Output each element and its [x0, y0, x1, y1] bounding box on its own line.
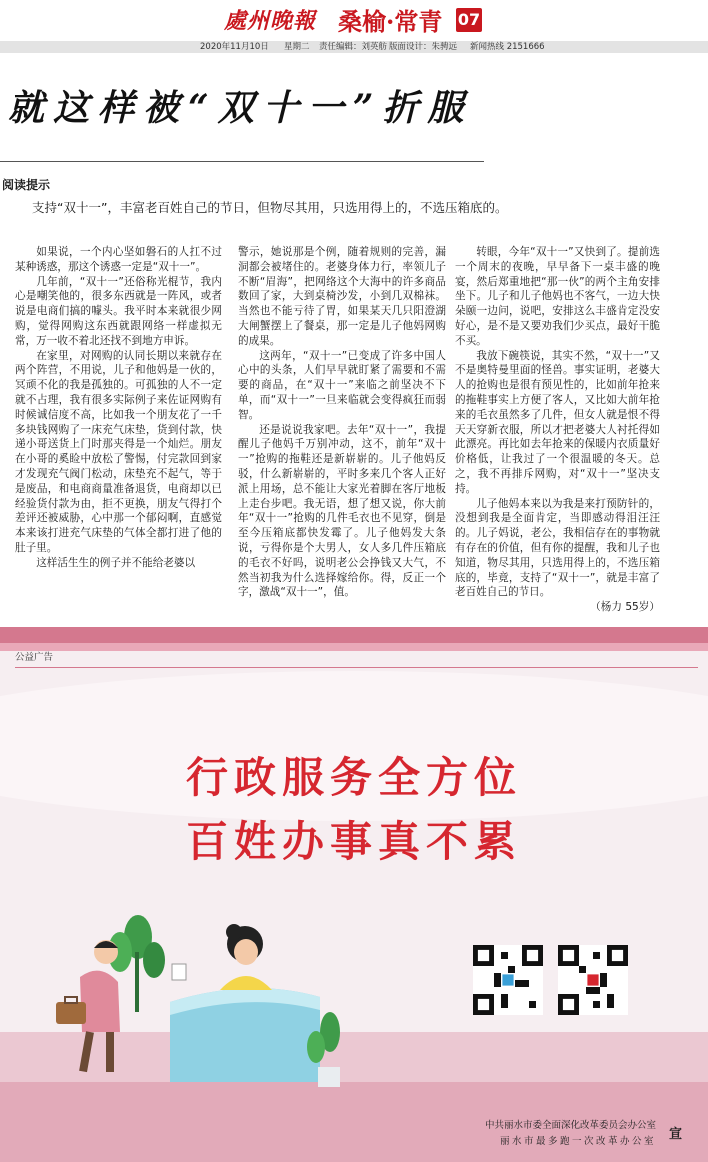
article-headline: 就这样被“双十一”折服 [8, 87, 473, 129]
customer-figure [56, 940, 120, 1072]
paragraph: 几年前，“双十一”还俗称光棍节，我内心是嘲笑他的，很多东西就是一阵风，或者说是电商们搞的噱头。我平时本来就很少网购，觉得网购这东西就跟网络一样虚拟无常，万一收不着北还找不到地方申诉。 [15, 275, 222, 347]
paragraph: 我放下碗筷说，其实不然，“双十一”又不是奥特曼里面的怪兽。事实证明，老婆大人的抢购也是很有预见性的，比如前年抢来的拖鞋事实上方便了客人，又比如大前年抢来的毛衣虽然多了几件，但女人就是恨不得天天穿新衣服，所以才把老婆大人衬托得如此漂亮。再比如去年抢来的保暖内衣质量好价格低，让我过了一个很温暖的冬天。总之，我不再排斥网购，对“双十一”坚决支持。 [455, 349, 660, 495]
public-service-ad [0, 627, 708, 1162]
author-byline: （杨力 55岁） [590, 601, 660, 614]
paper-name: 處州晚報 [224, 8, 317, 34]
ad-slogan-line-2: 百姓办事真不累 [185, 817, 522, 866]
article-column-1 [15, 245, 222, 571]
ad-top-band [0, 627, 708, 643]
paragraph: 警示，她说那是个例，随着规则的完善，漏洞都会被堵住的。老婆身体力行，率领儿子不断“眉海”，把网络这个大海中的许多商品数回了家，大到桌椅沙发，小到几双棉袜。当然也不能亏待了胃，如果某天几只阳澄湖大闸蟹摆上了餐桌，那一定是儿子他妈网购的成果。 [238, 246, 446, 347]
ad-stripe [0, 643, 708, 651]
paragraph: 这样活生生的例子并不能给老婆以 [36, 556, 196, 569]
qr-code-icon [558, 945, 628, 1015]
page-number-badge: 07 [456, 8, 482, 32]
paragraph: 儿子他妈本来以为我是来打预防针的，没想到我是全面肯定，当即感动得泪汪汪的。儿子妈说，老公，我相信存在的事物就有存在的价值，但有你的提醒，我和儿子也知道，物尽其用，只选用得上的，不选压箱底的，毕竟，支持了“双十一”，就是丰富了老百姓自己的节日。 [455, 497, 660, 599]
news-hotline: 新闻热线 2151666 [470, 42, 545, 52]
briefcase-icon [56, 1002, 86, 1024]
paragraph: 在家里，对网购的认同长期以来就存在两个阵营，不用说，儿子和他妈是一伙的，冥顽不化的我是孤独的。可孤独的人不一定就不占理，我有很多实际例子来佐证网购有时候诚信度不高，比如我一个朋友花了一千多块钱网购了一床充气床垫，货到付款，快递小哥送货上门时那夹得是一个灿烂。朋友在小哥的奚睑中放松了警惕，付完款回到家才发现充气阀门松动，床垫充不起气，等于是废品，和电商商量准备退货，电商却以已经验货付款为由，拒不更换，朋友气得打个差评还被威胁，心中那一个郁闷啊，直感觉本来该打进充气床垫的气体全都打进了他的肚子里。 [15, 349, 222, 554]
service-counter-illustration [20, 882, 350, 1097]
ad-mark: 宣 [668, 1127, 682, 1142]
paragraph: 这两年，“双十一”已变成了许多中国人心中的头条，人们早早就盯紧了需要和不需要的商品，在“双十一”来临之前坚决不下单，而“双十一”一旦来临就会变得疯狂而弱智。 [238, 349, 446, 421]
lead-text: 支持“双十一”，丰富老百姓自己的节日，但物尽其用，只选用得上的，不选压箱底的。 [32, 200, 508, 215]
paragraph: 还是说说我家吧。去年“双十一”，我提醒儿子他妈千万别冲动，这不，前年“双十一”抢购的拖鞋还是新崭崭的。儿子他妈反驳，什么新崭崭的，平时多来几个客人正好派上用场，总不能让大家光着脚在客厅地板上走台步吧。我无语，想了想又说，你大前年“双十一”抢购的几件毛衣也不见穿，倒是至今压箱底都快发霉了。儿子他妈发大条说，亏得你是个大男人，女人多几件压箱底的毛衣不好吗，说明老公会挣钱又大气，不然当初我为什么选择嫁给你。得，反正一个字，激战“双十一”，值。 [238, 423, 446, 599]
section-title: 桑榆·常青 [338, 7, 443, 36]
lead-label: 阅读提示 [2, 178, 51, 192]
article-column-2 [238, 245, 446, 600]
ad-label: 公益广告 [15, 652, 54, 663]
headline-divider [0, 161, 484, 162]
editor-credit: 责任编辑：刘英舫 [319, 42, 388, 52]
paragraph: 转眼，今年“双十一”又快到了。提前选一个周末的夜晚，早早备下一桌丰盛的晚宴，然后郑重地把“那一伙”的两个主角安排坐下。儿子和儿子他妈也不客气，一边大快朵颐一边问，说吧，安排这么丰盛肯定没安好心，是不是又要劝我们少买点，最好干脆不买。 [455, 246, 660, 347]
issue-weekday: 星期二 [284, 42, 310, 52]
desk-sign-icon [172, 964, 186, 980]
ad-sponsor-line-1: 中共丽水市委全面深化改革委员会办公室 [484, 1120, 656, 1131]
issue-date: 2020年11月10日 [200, 42, 269, 52]
article-column-3 [455, 245, 660, 615]
ad-divider [15, 667, 698, 668]
paragraph: 如果说，一个内心坚如磐石的人扛不过某种诱惑，那这个诱惑一定是“双十一”。 [15, 246, 222, 273]
issue-info-bar [0, 41, 708, 53]
qr-code-icon [473, 945, 543, 1015]
ad-sponsor-line-2: 丽水市最多跑一次改革办公室 [499, 1136, 656, 1147]
ad-slogan-line-1: 行政服务全方位 [185, 753, 522, 802]
designer-credit: 版面设计：朱骋远 [389, 42, 458, 52]
clerk-figure [220, 924, 272, 990]
